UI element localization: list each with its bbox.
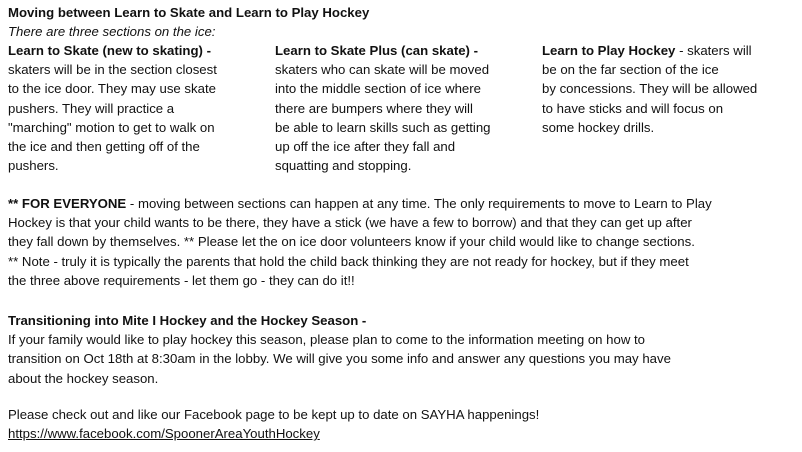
paragraph-line: ** Note - truly it is typically the parents that hold the child back thinking they are not ready for hockey, but if they meet [8, 253, 689, 269]
document-title: Moving between Learn to Skate and Learn to Play Hockey [8, 5, 370, 20]
section-line: the ice and then getting off of the [8, 139, 200, 155]
facebook-section [8, 405, 798, 443]
everyone-paragraph [8, 194, 798, 290]
section-learn-to-play-hockey [542, 41, 797, 137]
section-line: skaters will be in the section closest [8, 62, 217, 78]
transition-heading: Transitioning into Mite I Hockey and the Hockey Season - [8, 313, 367, 328]
section-first-line [8, 41, 263, 60]
paragraph-line: transition on Oct 18th at 8:30am in the lobby. We will give you some info and answer any questions you may have [8, 351, 671, 367]
section-heading: Learn to Skate (new to skating) - [8, 43, 211, 58]
section-line: by concessions. They will be allowed [542, 81, 758, 97]
section-learn-to-skate [8, 41, 263, 175]
section-line: squatting and stopping. [275, 158, 412, 174]
paragraph-line: If your family would like to play hockey this season, please plan to come to the information meeting on how to [8, 332, 646, 348]
paragraph-line: the three above requirements - let them go - they can do it!! [8, 272, 355, 288]
paragraph-line: they fall down by themselves. ** Please let the on ice door volunteers know if your child would like to change sections. [8, 234, 695, 250]
section-learn-to-skate-plus [275, 41, 530, 175]
paragraph-line: about the hockey season. [8, 370, 159, 386]
section-line: pushers. They will practice a [8, 100, 175, 116]
section-line: up off the ice after they fall and [275, 139, 456, 155]
transition-paragraph [8, 311, 798, 388]
facebook-link[interactable]: https://www.facebook.com/SpoonerAreaYouthHockey [8, 426, 320, 442]
document-subtitle: There are three sections on the ice: [8, 24, 216, 39]
section-line: be on the far section of the ice [542, 62, 719, 78]
section-first-line [542, 41, 797, 60]
section-first-line-rest: - skaters will [675, 43, 752, 58]
section-line: "marching" motion to get to walk on [8, 119, 215, 135]
section-line: skaters who can skate will be moved [275, 62, 490, 78]
section-line: there are bumpers where they will [275, 100, 473, 116]
paragraph-line: Hockey is that your child wants to be there, they have a stick (we have a few to borrow) and that they can get up after [8, 215, 692, 231]
section-line: pushers. [8, 158, 59, 174]
paragraph-line [8, 194, 798, 213]
everyone-label: ** FOR EVERYONE [8, 196, 127, 211]
section-line: into the middle section of ice where [275, 81, 481, 97]
section-first-line [275, 41, 530, 60]
section-line: to the ice door. They may use skate [8, 81, 216, 97]
facebook-text: Please check out and like our Facebook page to be kept up to date on SAYHA happenings! [8, 407, 540, 422]
section-line: to have sticks and will focus on [542, 100, 724, 116]
everyone-first-line: - moving between sections can happen at any time. The only requirements to move to Learn to Play [126, 196, 712, 211]
section-heading: Learn to Skate Plus (can skate) - [275, 43, 479, 58]
section-line: some hockey drills. [542, 119, 655, 135]
section-heading: Learn to Play Hockey [542, 43, 676, 58]
section-line: be able to learn skills such as getting [275, 119, 491, 135]
